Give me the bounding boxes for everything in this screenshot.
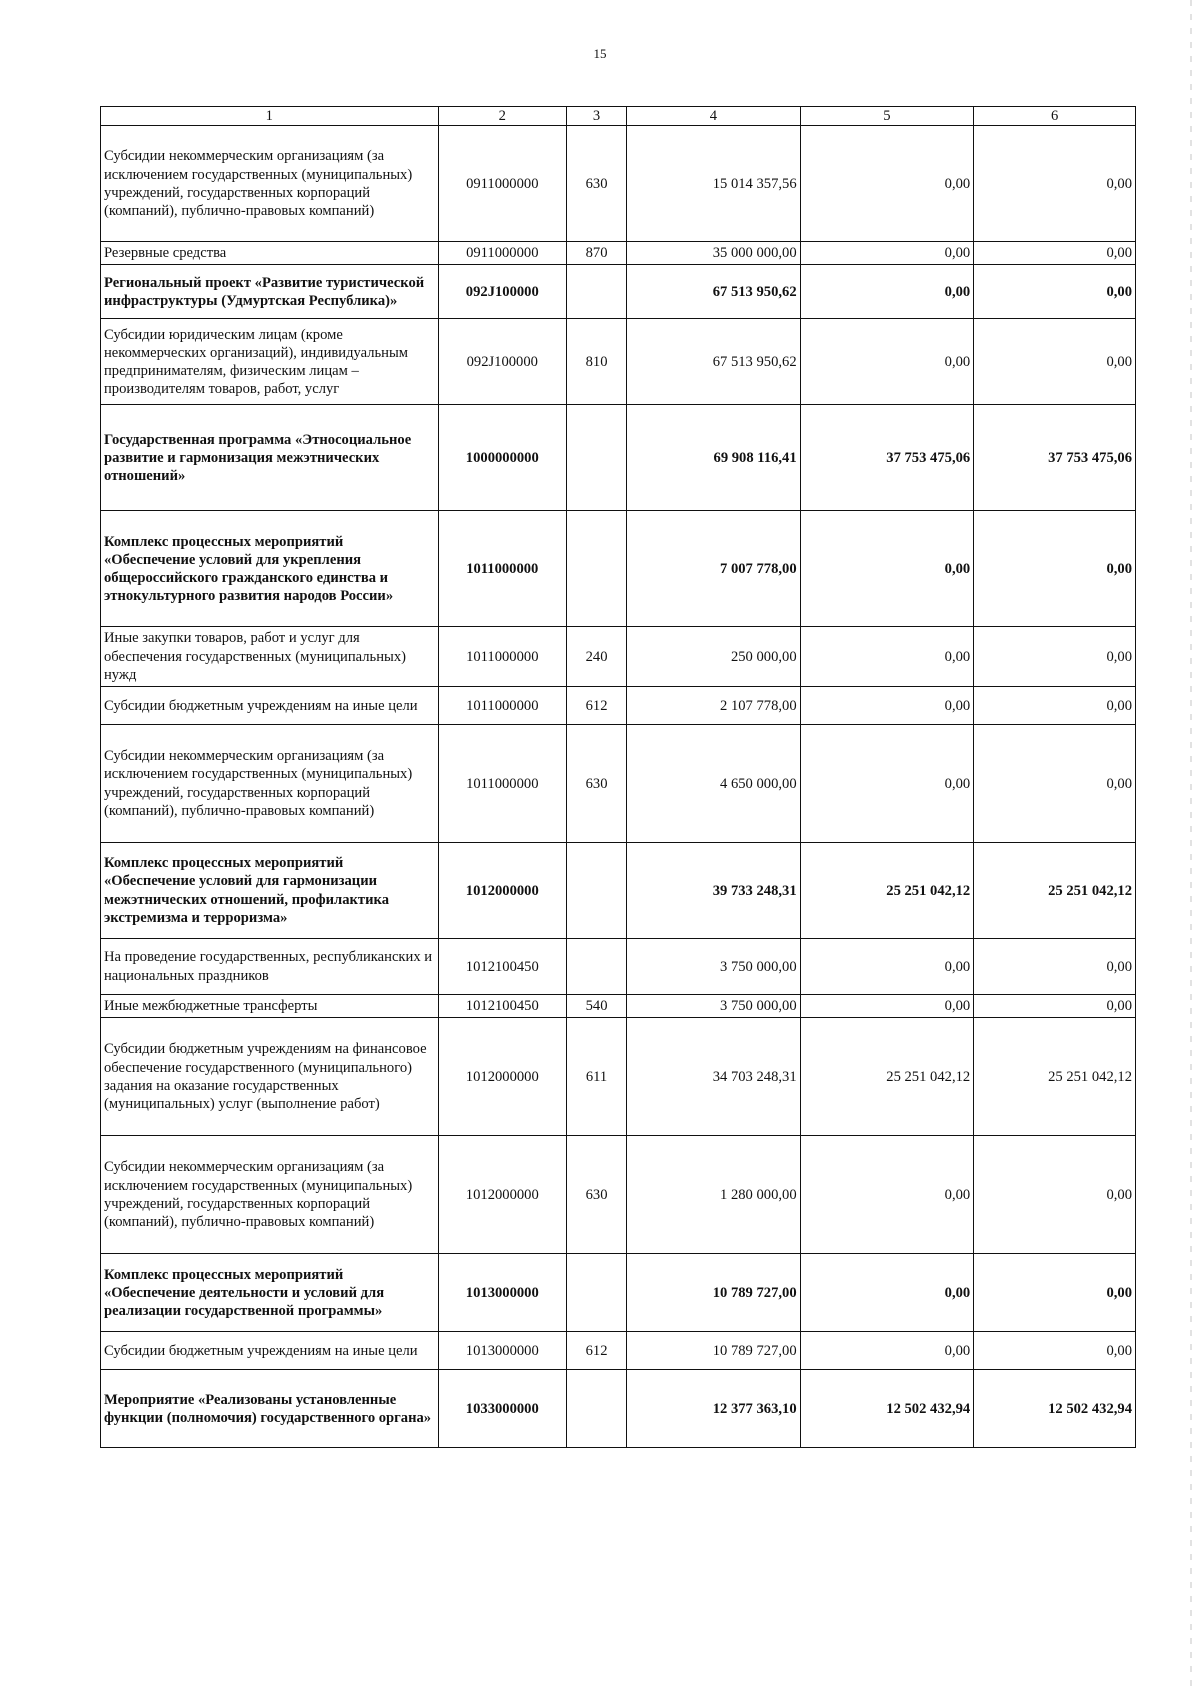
row-amount-col4: 7 007 778,00 xyxy=(627,511,801,627)
row-amount-col6: 0,00 xyxy=(974,265,1136,319)
row-vr-cell xyxy=(567,1370,627,1448)
row-amount-col5: 0,00 xyxy=(800,1254,974,1332)
row-code-cell: 1012000000 xyxy=(438,1136,567,1254)
row-amount-col5: 12 502 432,94 xyxy=(800,1370,974,1448)
row-amount-col4: 35 000 000,00 xyxy=(627,242,801,265)
row-amount-col5: 0,00 xyxy=(800,627,974,687)
row-vr-cell: 810 xyxy=(567,319,627,405)
row-name-cell: Резервные средства xyxy=(101,242,439,265)
row-amount-col6: 0,00 xyxy=(974,687,1136,725)
row-amount-col5: 0,00 xyxy=(800,265,974,319)
row-vr-cell xyxy=(567,1254,627,1332)
row-amount-col4: 15 014 357,56 xyxy=(627,126,801,242)
row-code-cell: 1012000000 xyxy=(438,843,567,939)
row-name-cell: Комплекс процессных мероприятий «Обеспечение условий для укрепления общероссийского гражданского единства и этнокультурного развития народов России» xyxy=(101,511,439,627)
row-name-cell: Иные закупки товаров, работ и услуг для обеспечения государственных (муниципальных) нужд xyxy=(101,627,439,687)
row-code-cell: 1012100450 xyxy=(438,995,567,1018)
header-cell-5: 5 xyxy=(800,107,974,126)
row-name-cell: Комплекс процессных мероприятий «Обеспечение условий для гармонизации межэтнических отношений, профилактика экстремизма и терроризма» xyxy=(101,843,439,939)
header-cell-2: 2 xyxy=(438,107,567,126)
row-code-cell: 1012100450 xyxy=(438,939,567,995)
row-vr-cell: 540 xyxy=(567,995,627,1018)
row-name-cell: Мероприятие «Реализованы установленные функции (полномочия) государственного органа» xyxy=(101,1370,439,1448)
row-amount-col5: 0,00 xyxy=(800,939,974,995)
row-amount-col6: 0,00 xyxy=(974,126,1136,242)
row-amount-col5: 0,00 xyxy=(800,319,974,405)
row-code-cell: 1012000000 xyxy=(438,1018,567,1136)
table-row xyxy=(101,265,1136,319)
row-code-cell: 092J100000 xyxy=(438,265,567,319)
row-code-cell: 1011000000 xyxy=(438,725,567,843)
row-amount-col5: 0,00 xyxy=(800,1136,974,1254)
row-amount-col5: 0,00 xyxy=(800,1332,974,1370)
row-amount-col6: 0,00 xyxy=(974,725,1136,843)
table-row xyxy=(101,405,1136,511)
table-row xyxy=(101,242,1136,265)
row-name-cell: Иные межбюджетные трансферты xyxy=(101,995,439,1018)
row-code-cell: 1000000000 xyxy=(438,405,567,511)
header-cell-1: 1 xyxy=(101,107,439,126)
row-amount-col6: 0,00 xyxy=(974,1332,1136,1370)
row-amount-col4: 250 000,00 xyxy=(627,627,801,687)
row-amount-col6: 0,00 xyxy=(974,627,1136,687)
row-vr-cell xyxy=(567,939,627,995)
row-amount-col4: 34 703 248,31 xyxy=(627,1018,801,1136)
row-amount-col6: 25 251 042,12 xyxy=(974,843,1136,939)
row-vr-cell xyxy=(567,405,627,511)
header-cell-3: 3 xyxy=(567,107,627,126)
row-name-cell: Региональный проект «Развитие туристической инфраструктуры (Удмуртская Республика)» xyxy=(101,265,439,319)
table-row xyxy=(101,725,1136,843)
table-row xyxy=(101,1332,1136,1370)
row-name-cell: Субсидии бюджетным учреждениям на иные цели xyxy=(101,687,439,725)
row-amount-col6: 12 502 432,94 xyxy=(974,1370,1136,1448)
row-amount-col5: 0,00 xyxy=(800,995,974,1018)
row-code-cell: 0911000000 xyxy=(438,242,567,265)
row-vr-cell: 630 xyxy=(567,1136,627,1254)
table-row xyxy=(101,1370,1136,1448)
header-cell-6: 6 xyxy=(974,107,1136,126)
row-amount-col6: 37 753 475,06 xyxy=(974,405,1136,511)
row-name-cell: Субсидии бюджетным учреждениям на иные цели xyxy=(101,1332,439,1370)
row-code-cell: 1033000000 xyxy=(438,1370,567,1448)
row-name-cell: Субсидии бюджетным учреждениям на финансовое обеспечение государственного (муниципального) задания на оказание государственных (муниципальных) услуг (выполнение работ) xyxy=(101,1018,439,1136)
table-row xyxy=(101,1254,1136,1332)
row-amount-col6: 0,00 xyxy=(974,1136,1136,1254)
scan-edge-noise xyxy=(1190,0,1192,1686)
table-row xyxy=(101,126,1136,242)
row-amount-col6: 0,00 xyxy=(974,511,1136,627)
row-amount-col5: 37 753 475,06 xyxy=(800,405,974,511)
row-amount-col5: 25 251 042,12 xyxy=(800,1018,974,1136)
row-amount-col6: 0,00 xyxy=(974,1254,1136,1332)
page-number: 15 xyxy=(593,46,607,61)
row-amount-col4: 39 733 248,31 xyxy=(627,843,801,939)
row-amount-col4: 10 789 727,00 xyxy=(627,1332,801,1370)
row-amount-col4: 67 513 950,62 xyxy=(627,265,801,319)
table-row xyxy=(101,627,1136,687)
table-row xyxy=(101,319,1136,405)
row-amount-col5: 0,00 xyxy=(800,126,974,242)
row-code-cell: 0911000000 xyxy=(438,126,567,242)
row-amount-col6: 0,00 xyxy=(974,242,1136,265)
row-amount-col4: 1 280 000,00 xyxy=(627,1136,801,1254)
row-vr-cell: 240 xyxy=(567,627,627,687)
table-row xyxy=(101,939,1136,995)
row-amount-col4: 2 107 778,00 xyxy=(627,687,801,725)
row-name-cell: Комплекс процессных мероприятий «Обеспечение деятельности и условий для реализации государственной программы» xyxy=(101,1254,439,1332)
row-amount-col5: 25 251 042,12 xyxy=(800,843,974,939)
row-code-cell: 1011000000 xyxy=(438,687,567,725)
table-row xyxy=(101,995,1136,1018)
row-name-cell: Субсидии некоммерческим организациям (за исключением государственных (муниципальных) учреждений, государственных корпораций (компаний), публично-правовых компаний) xyxy=(101,1136,439,1254)
row-amount-col5: 0,00 xyxy=(800,511,974,627)
row-amount-col4: 67 513 950,62 xyxy=(627,319,801,405)
table-row xyxy=(101,1136,1136,1254)
row-amount-col6: 0,00 xyxy=(974,319,1136,405)
table-row xyxy=(101,843,1136,939)
row-amount-col4: 10 789 727,00 xyxy=(627,1254,801,1332)
table-row xyxy=(101,1018,1136,1136)
row-name-cell: Государственная программа «Этносоциальное развитие и гармонизация межэтнических отношений» xyxy=(101,405,439,511)
row-code-cell: 1013000000 xyxy=(438,1254,567,1332)
row-vr-cell: 630 xyxy=(567,725,627,843)
row-amount-col5: 0,00 xyxy=(800,242,974,265)
row-vr-cell: 630 xyxy=(567,126,627,242)
row-code-cell: 092J100000 xyxy=(438,319,567,405)
row-name-cell: Субсидии некоммерческим организациям (за исключением государственных (муниципальных) учреждений, государственных корпораций (компаний), публично-правовых компаний) xyxy=(101,126,439,242)
row-amount-col4: 3 750 000,00 xyxy=(627,995,801,1018)
row-amount-col4: 4 650 000,00 xyxy=(627,725,801,843)
row-vr-cell: 611 xyxy=(567,1018,627,1136)
row-vr-cell xyxy=(567,843,627,939)
row-vr-cell: 612 xyxy=(567,1332,627,1370)
row-vr-cell xyxy=(567,265,627,319)
row-vr-cell: 612 xyxy=(567,687,627,725)
row-code-cell: 1013000000 xyxy=(438,1332,567,1370)
row-amount-col6: 25 251 042,12 xyxy=(974,1018,1136,1136)
row-amount-col6: 0,00 xyxy=(974,995,1136,1018)
row-amount-col6: 0,00 xyxy=(974,939,1136,995)
row-amount-col5: 0,00 xyxy=(800,687,974,725)
row-amount-col4: 3 750 000,00 xyxy=(627,939,801,995)
row-amount-col4: 69 908 116,41 xyxy=(627,405,801,511)
row-name-cell: Субсидии некоммерческим организациям (за исключением государственных (муниципальных) учреждений, государственных корпораций (компаний), публично-правовых компаний) xyxy=(101,725,439,843)
header-cell-4: 4 xyxy=(627,107,801,126)
budget-table xyxy=(100,106,1136,1448)
row-vr-cell xyxy=(567,511,627,627)
row-amount-col5: 0,00 xyxy=(800,725,974,843)
row-amount-col4: 12 377 363,10 xyxy=(627,1370,801,1448)
row-code-cell: 1011000000 xyxy=(438,511,567,627)
row-name-cell: На проведение государственных, республиканских и национальных праздников xyxy=(101,939,439,995)
row-name-cell: Субсидии юридическим лицам (кроме некоммерческих организаций), индивидуальным предпринимателям, физическим лицам – производителям товаров, работ, услуг xyxy=(101,319,439,405)
table-row xyxy=(101,511,1136,627)
row-code-cell: 1011000000 xyxy=(438,627,567,687)
header-row xyxy=(101,107,1136,126)
table-row xyxy=(101,687,1136,725)
row-vr-cell: 870 xyxy=(567,242,627,265)
